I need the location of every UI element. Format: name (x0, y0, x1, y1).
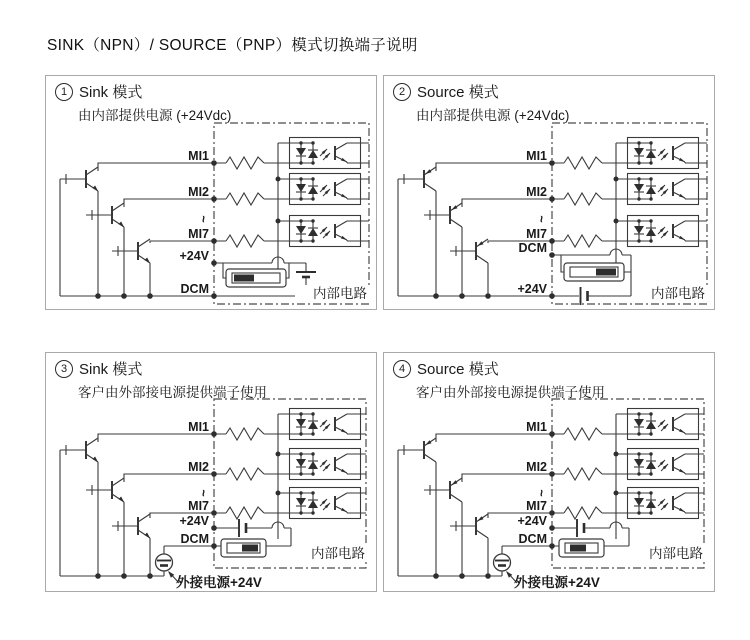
resistor-icon (564, 235, 602, 247)
npn-transistor-icon (86, 478, 124, 502)
internal-circuit-label: 内部电路 (651, 286, 705, 301)
npn-transistor-icon (86, 203, 124, 227)
terminal-label-24v: +24V (517, 282, 547, 296)
panel-source-internal (383, 75, 715, 310)
terminal-label-mi7: MI7 (188, 227, 209, 241)
optocoupler-icon (289, 488, 361, 519)
sink-source-switch-icon (221, 539, 266, 557)
internal-circuit-label: 内部电路 (313, 286, 367, 301)
resistor-icon (226, 507, 264, 519)
external-controller-transistors (60, 167, 150, 263)
external-controller-transistors (60, 438, 150, 538)
pnp-transistor-icon (424, 478, 462, 502)
resistor-icon (226, 235, 264, 247)
npn-transistor-icon (112, 514, 150, 538)
terminal-range-tilde: ~ (534, 489, 548, 497)
battery-icon (581, 287, 588, 305)
circuit-svg (46, 396, 378, 593)
optocoupler-icon (289, 216, 361, 247)
terminal-label-dcm: DCM (180, 282, 209, 296)
external-controller-transistors (398, 167, 488, 263)
external-power-label: 外接电源+24V (514, 575, 600, 590)
terminal-label-mi2: MI2 (188, 460, 209, 474)
terminal-label-mi2: MI2 (188, 185, 209, 199)
panel-source-external (383, 352, 715, 592)
panel-number-badge: 4 (393, 360, 411, 378)
pnp-transistor-icon (424, 203, 462, 227)
terminal-label-dcm: DCM (518, 241, 547, 255)
battery-icon (577, 519, 584, 537)
page-title: SINK（NPN）/ SOURCE（PNP）模式切换端子说明 (47, 37, 418, 54)
npn-transistor-icon (60, 438, 98, 462)
battery-icon (296, 272, 316, 277)
optocoupler-icon (627, 138, 699, 169)
optocoupler-icon (289, 138, 361, 169)
optocoupler-icon (627, 488, 699, 519)
resistor-icon (564, 507, 602, 519)
panel-mode-label: Sink 模式 (79, 84, 143, 101)
resistor-icon (564, 157, 602, 169)
terminal-label-mi7: MI7 (188, 499, 209, 513)
panel-subtitle: 客户由外部接电源提供端子使用 (78, 385, 267, 400)
optocoupler-icon (627, 174, 699, 205)
panel-sink-internal (45, 75, 377, 310)
battery-icon (239, 519, 246, 537)
terminal-range-tilde: ~ (196, 215, 210, 223)
optocoupler-icon (289, 174, 361, 205)
panel-header (393, 358, 605, 401)
sink-source-switch-icon (559, 539, 604, 557)
external-power-source-icon (494, 554, 511, 571)
resistor-icon (564, 428, 602, 440)
panel-subtitle: 由内部提供电源 (+24Vdc) (416, 108, 570, 123)
panel-mode-label: Source 模式 (417, 84, 499, 101)
circuit-svg (384, 396, 716, 593)
terminal-range-tilde: ~ (196, 489, 210, 497)
terminal-label-24v: +24V (179, 514, 209, 528)
terminal-label-24v: +24V (517, 514, 547, 528)
external-controller-transistors (398, 438, 488, 538)
resistor-icon (226, 468, 264, 480)
circuit-svg (46, 115, 378, 311)
terminal-label-mi1: MI1 (188, 420, 209, 434)
internal-circuit-label: 内部电路 (311, 546, 365, 561)
npn-transistor-icon (60, 167, 98, 191)
optocoupler-icon (627, 409, 699, 440)
external-power-label: 外接电源+24V (176, 575, 262, 590)
npn-transistor-icon (112, 239, 150, 263)
terminal-label-mi7: MI7 (526, 499, 547, 513)
pnp-transistor-icon (450, 514, 488, 538)
terminal-label-24v: +24V (179, 249, 209, 263)
circuit-svg (384, 115, 716, 311)
optocoupler-icon (289, 449, 361, 480)
resistor-icon (226, 193, 264, 205)
resistor-icon (226, 428, 264, 440)
terminal-label-mi2: MI2 (526, 460, 547, 474)
pnp-transistor-icon (450, 239, 488, 263)
terminal-label-mi1: MI1 (526, 149, 547, 163)
terminal-label-mi1: MI1 (188, 149, 209, 163)
panel-subtitle: 由内部提供电源 (+24Vdc) (78, 108, 232, 123)
panel-number-badge: 2 (393, 83, 411, 101)
internal-circuit-label: 内部电路 (649, 546, 703, 561)
sink-source-switch-icon (564, 263, 624, 281)
terminal-label-mi2: MI2 (526, 185, 547, 199)
panel-mode-label: Sink 模式 (79, 361, 143, 378)
panel-mode-label: Source 模式 (417, 361, 499, 378)
panel-header (55, 358, 267, 401)
resistor-icon (564, 193, 602, 205)
terminal-label-dcm: DCM (518, 532, 547, 546)
panel-sink-external (45, 352, 377, 592)
optocoupler-icon (627, 449, 699, 480)
external-power-source-icon (156, 554, 173, 571)
panel-subtitle: 客户由外部接电源提供端子使用 (416, 385, 605, 400)
pnp-transistor-icon (398, 167, 436, 191)
optocoupler-icon (627, 216, 699, 247)
panel-number-badge: 3 (55, 360, 73, 378)
pnp-transistor-icon (398, 438, 436, 462)
optocoupler-icon (289, 409, 361, 440)
terminal-label-mi1: MI1 (526, 420, 547, 434)
terminal-label-mi7: MI7 (526, 227, 547, 241)
resistor-icon (226, 157, 264, 169)
resistor-icon (564, 468, 602, 480)
terminal-label-dcm: DCM (180, 532, 209, 546)
sink-source-switch-icon (226, 269, 286, 287)
panel-number-badge: 1 (55, 83, 73, 101)
terminal-range-tilde: ~ (534, 215, 548, 223)
